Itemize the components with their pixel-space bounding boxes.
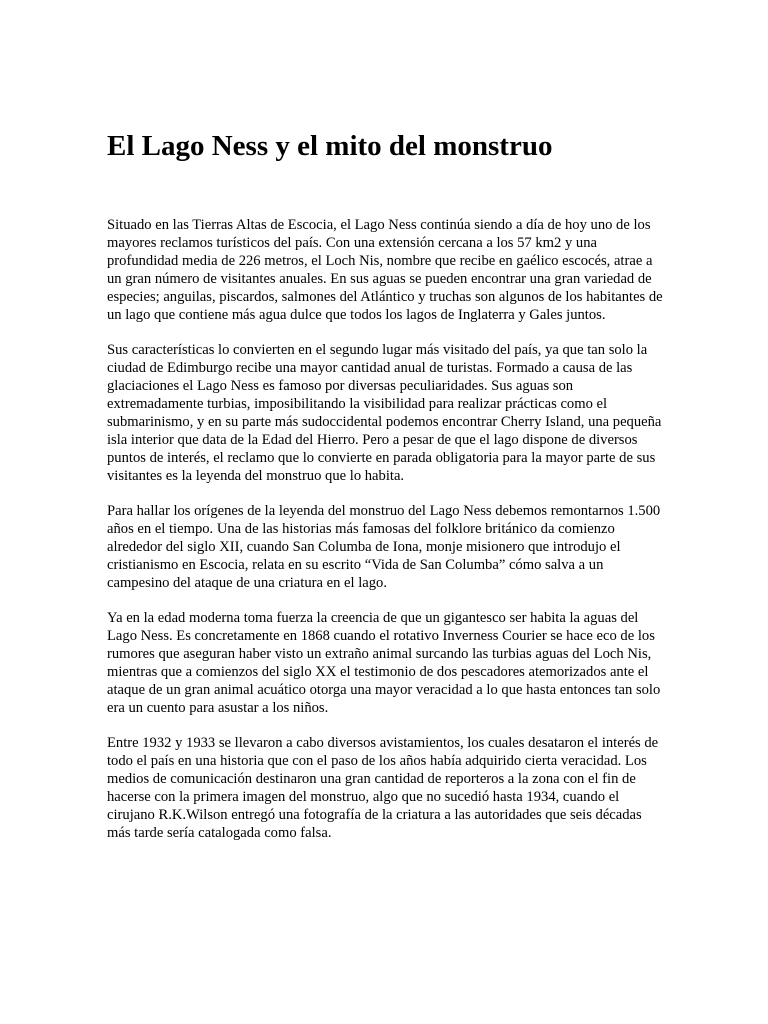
paragraph: Para hallar los orígenes de la leyenda del monstruo del Lago Ness debemos remontarnos 1.500 años en el tiempo. Una de las historias más famosas del folklore británico da comienzo alrededor del siglo XII, cuando San Columba de Iona, monje misionero que introdujo el cristianismo en Escocia, relata en su escrito “Vida de San Columba” cómo salva a un campesino del ataque de una criatura en el lago. [107,503,661,591]
paragraph: Entre 1932 y 1933 se llevaron a cabo diversos avistamientos, los cuales desataron el interés de todo el país en una historia que con el paso de los años había adquirido cierta veracidad. Los medios de comunicación destinaron una gran cantidad de reporteros a la zona con el fin de hacerse con la primera imagen del monstruo, algo que no sucedió hasta 1934, cuando el cirujano R.K.Wilson entregó una fotografía de la criatura a las autoridades que seis décadas más tarde sería catalogada como falsa. [107,735,659,841]
paragraph: Situado en las Tierras Altas de Escocia, el Lago Ness continúa siendo a día de hoy uno de los mayores reclamos turísticos del país. Con una extensión cercana a los 57 km2 y una profundidad media de 226 metros, el Loch Nis, nombre que recibe en gaélico escocés, atrae a un gran número de visitantes anuales. En sus aguas se pueden encontrar una gran variedad de especies; anguilas, piscardos, salmones del Atlántico y truchas son algunos de los habitantes de un lago que contiene más agua dulce que todos los lagos de Inglaterra y Gales juntos. [107,217,663,323]
paragraph: Sus características lo convierten en el segundo lugar más visitado del país, ya que tan solo la ciudad de Edimburgo recibe una mayor cantidad anual de turistas. Formado a causa de las glaciaciones el Lago Ness es famoso por diversas peculiaridades. Sus aguas son extremadamente turbias, imposibilitando la visibilidad para realizar prácticas como el submarinismo, y en su parte más sudoccidental podemos encontrar Cherry Island, una pequeña isla interior que data de la Edad del Hierro. Pero a pesar de que el lago dispone de diversos puntos de interés, el reclamo que lo convierte en parada obligatoria para la mayor parte de sus visitantes es la leyenda del monstruo que lo habita. [107,342,662,484]
document-body [107,216,663,859]
paragraph: Ya en la edad moderna toma fuerza la creencia de que un gigantesco ser habita la aguas del Lago Ness. Es concretamente en 1868 cuando el rotativo Inverness Courier se hace eco de los rumores que aseguran haber visto un extraño animal surcando las turbias aguas del Loch Nis, mientras que a comienzos del siglo XX el testimonio de dos pescadores atemorizados ante el ataque de un gran animal acuático otorga una mayor veracidad a lo que hasta entonces tan solo era un cuento para asustar a los niños. [107,610,661,716]
page-title: El Lago Ness y el mito del monstruo [107,130,553,162]
